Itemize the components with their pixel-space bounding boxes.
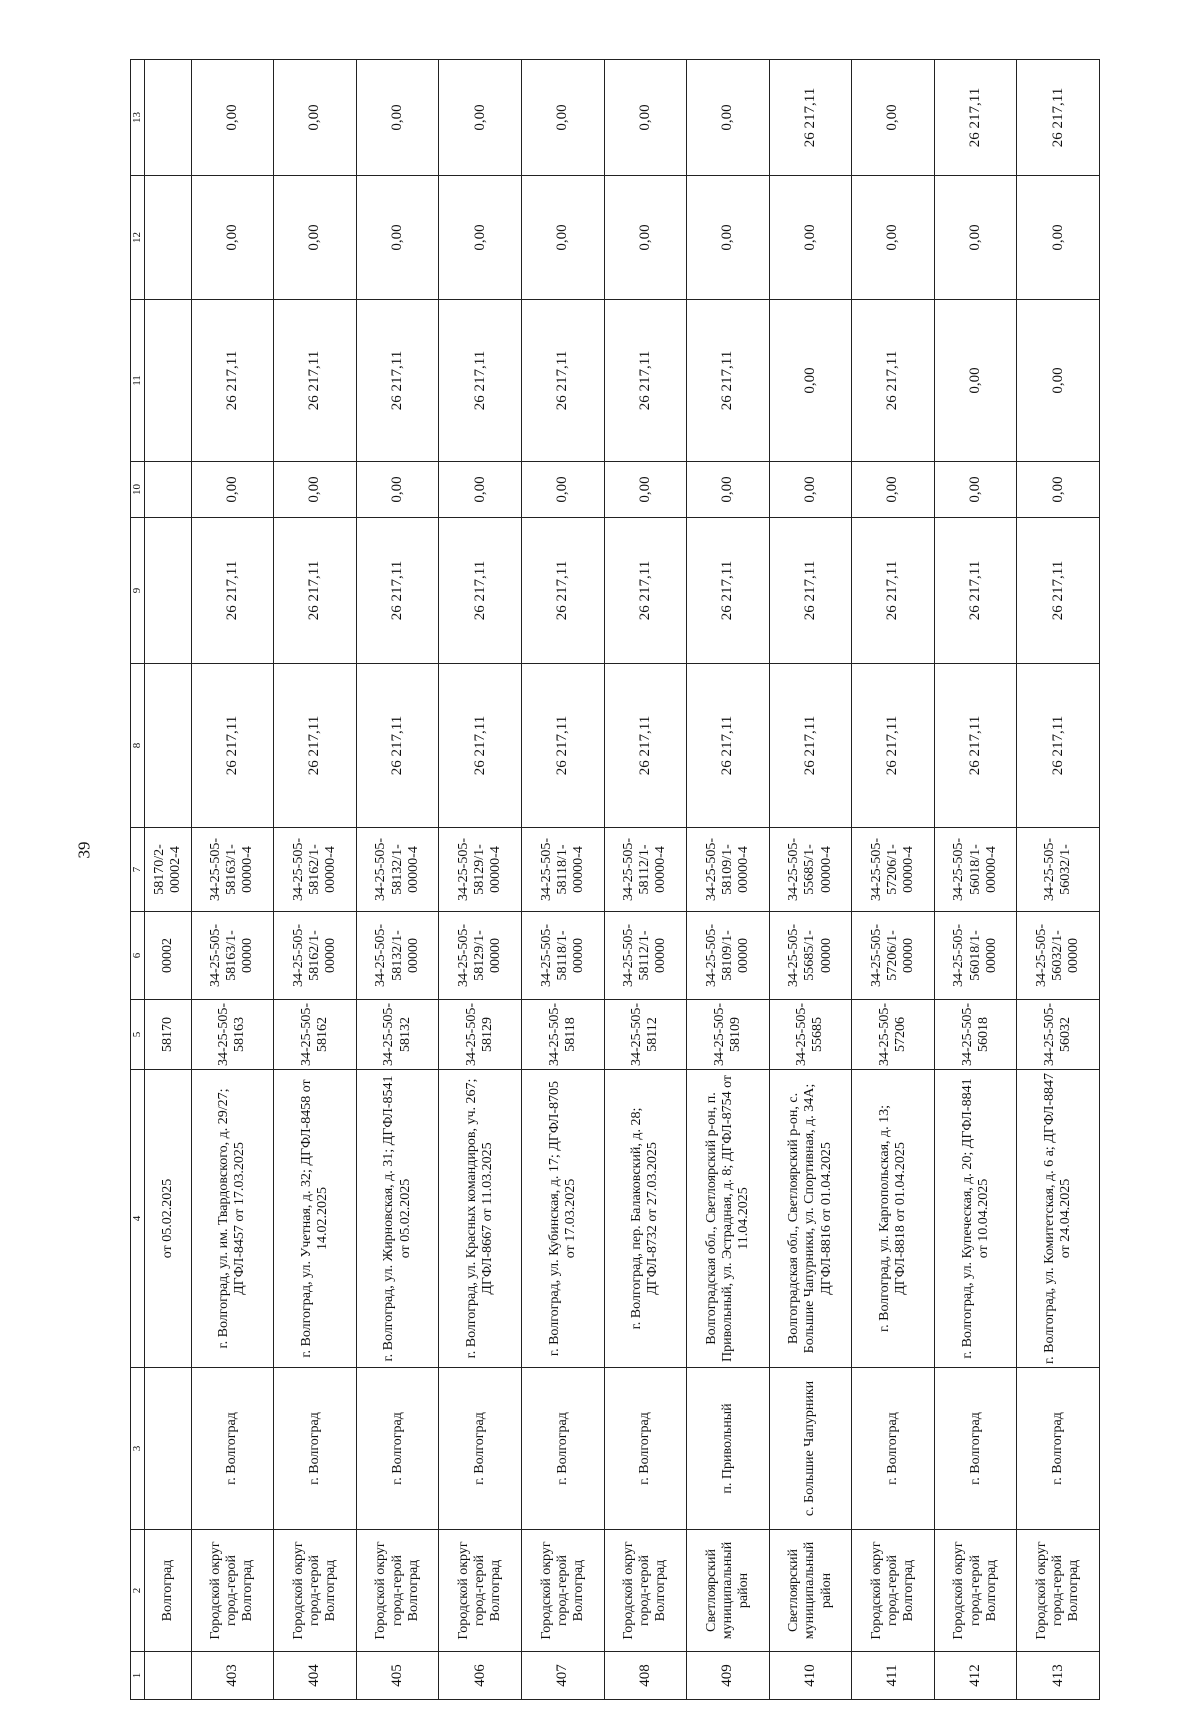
cell-c11: 26 217,11	[687, 300, 770, 462]
cell-no: 413	[1017, 1652, 1100, 1700]
cell-c6: 34-25-505-58129/1-00000	[439, 912, 522, 1000]
cell-c9: 26 217,11	[521, 518, 604, 664]
column-number: 5	[131, 1000, 145, 1070]
cell-c6: 34-25-505-58118/1-00000	[521, 912, 604, 1000]
cell-address: г. Волгоград, пер. Балаковский, д. 28; ДГФЛ-8732 от 27.03.2025	[604, 1070, 687, 1368]
cell-address: от 05.02.2025	[144, 1070, 191, 1368]
cell-c9: 26 217,11	[439, 518, 522, 664]
column-number: 11	[131, 300, 145, 462]
cell-municipality: Городской округ город-герой Волгоград	[356, 1530, 439, 1652]
cell-c11	[144, 300, 191, 462]
cell-c8: 26 217,11	[687, 664, 770, 828]
cell-c5: 34-25-505-58163	[191, 1000, 274, 1070]
cell-c5: 34-25-505-58162	[274, 1000, 357, 1070]
cell-c6: 00002	[144, 912, 191, 1000]
cell-c12: 0,00	[687, 176, 770, 300]
cell-c7: 34-25-505-58132/1-00000-4	[356, 828, 439, 912]
table-row	[769, 60, 852, 1700]
cell-municipality: Городской округ город-герой Волгоград	[604, 1530, 687, 1652]
cell-c9: 26 217,11	[356, 518, 439, 664]
cell-settlement	[144, 1368, 191, 1530]
cell-c7: 34-25-505-58129/1-00000-4	[439, 828, 522, 912]
column-number-row	[131, 60, 145, 1700]
cell-settlement: г. Волгоград	[1017, 1368, 1100, 1530]
column-number: 10	[131, 462, 145, 518]
cell-c9	[144, 518, 191, 664]
cell-municipality: Светлоярский муниципальный район	[769, 1530, 852, 1652]
cell-c10: 0,00	[191, 462, 274, 518]
cell-c12: 0,00	[439, 176, 522, 300]
cell-c5: 34-25-505-58132	[356, 1000, 439, 1070]
cell-c10: 0,00	[1017, 462, 1100, 518]
document-table	[130, 59, 1100, 1700]
cell-no: 410	[769, 1652, 852, 1700]
cell-c10: 0,00	[852, 462, 935, 518]
cell-c13: 0,00	[852, 60, 935, 176]
cell-c13: 0,00	[521, 60, 604, 176]
cell-address: Волгоградская обл., Светлоярский р-он, с. Большие Чапурники, ул. Спортивная, д. 34А; ДГФЛ-8816 от 01.04.2025	[769, 1070, 852, 1368]
table-row	[852, 60, 935, 1700]
cell-settlement: с. Большие Чапурники	[769, 1368, 852, 1530]
cell-municipality: Городской округ город-герой Волгоград	[274, 1530, 357, 1652]
cell-c12: 0,00	[852, 176, 935, 300]
cell-no: 403	[191, 1652, 274, 1700]
cell-c12: 0,00	[191, 176, 274, 300]
table-row	[356, 60, 439, 1700]
cell-c9: 26 217,11	[852, 518, 935, 664]
cell-c11: 26 217,11	[191, 300, 274, 462]
cell-c8: 26 217,11	[356, 664, 439, 828]
cell-municipality: Городской округ город-герой Волгоград	[934, 1530, 1017, 1652]
cell-settlement: г. Волгоград	[521, 1368, 604, 1530]
cell-no: 412	[934, 1652, 1017, 1700]
cell-c6: 34-25-505-58162/1-00000	[274, 912, 357, 1000]
cell-c12: 0,00	[1017, 176, 1100, 300]
cell-c5: 34-25-505-58129	[439, 1000, 522, 1070]
column-number: 9	[131, 518, 145, 664]
cell-c7: 34-25-505-58162/1-00000-4	[274, 828, 357, 912]
cell-settlement: г. Волгоград	[934, 1368, 1017, 1530]
cell-no: 406	[439, 1652, 522, 1700]
cell-municipality: Городской округ город-герой Волгоград	[1017, 1530, 1100, 1652]
column-number: 3	[131, 1368, 145, 1530]
cell-c7: 34-25-505-58112/1-00000-4	[604, 828, 687, 912]
cell-c8: 26 217,11	[604, 664, 687, 828]
cell-address: г. Волгоград, ул. Красных командиров, уч. 267; ДГФЛ-8667 от 11.03.2025	[439, 1070, 522, 1368]
cell-c5: 34-25-505-57206	[852, 1000, 935, 1070]
cell-c7: 58170/2-00002-4	[144, 828, 191, 912]
column-number: 4	[131, 1070, 145, 1368]
cell-c6: 34-25-505-57206/1-00000	[852, 912, 935, 1000]
cell-c13	[144, 60, 191, 176]
cell-c10: 0,00	[687, 462, 770, 518]
cell-c8	[144, 664, 191, 828]
table-body	[131, 60, 1100, 1700]
cell-c11: 0,00	[1017, 300, 1100, 462]
cell-c6: 34-25-505-55685/1-00000	[769, 912, 852, 1000]
cell-c5: 34-25-505-56032	[1017, 1000, 1100, 1070]
cell-municipality: Волгоград	[144, 1530, 191, 1652]
column-number: 1	[131, 1652, 145, 1700]
cell-address: г. Волгоград, ул. Купеческая, д. 20; ДГФЛ-8841 от 10.04.2025	[934, 1070, 1017, 1368]
cell-c6: 34-25-505-58163/1-00000	[191, 912, 274, 1000]
table-row	[604, 60, 687, 1700]
table-row	[521, 60, 604, 1700]
cell-c6: 34-25-505-58132/1-00000	[356, 912, 439, 1000]
cell-settlement: г. Волгоград	[191, 1368, 274, 1530]
cell-c13: 26 217,11	[769, 60, 852, 176]
cell-c10: 0,00	[274, 462, 357, 518]
column-number: 12	[131, 176, 145, 300]
cell-c10: 0,00	[439, 462, 522, 518]
cell-c7: 34-25-505-56018/1-00000-4	[934, 828, 1017, 912]
cell-c8: 26 217,11	[521, 664, 604, 828]
cell-c11: 0,00	[769, 300, 852, 462]
cell-c9: 26 217,11	[934, 518, 1017, 664]
continuation-row	[144, 60, 191, 1700]
cell-no: 404	[274, 1652, 357, 1700]
cell-c6: 34-25-505-58112/1-00000	[604, 912, 687, 1000]
cell-c7: 34-25-505-57206/1-00000-4	[852, 828, 935, 912]
table-row	[687, 60, 770, 1700]
cell-c12: 0,00	[934, 176, 1017, 300]
table-row	[191, 60, 274, 1700]
cell-c6: 34-25-505-56018/1-00000	[934, 912, 1017, 1000]
cell-c13: 0,00	[274, 60, 357, 176]
cell-municipality: Городской округ город-герой Волгоград	[439, 1530, 522, 1652]
cell-c8: 26 217,11	[439, 664, 522, 828]
cell-municipality: Городской округ город-герой Волгоград	[191, 1530, 274, 1652]
cell-c7: 34-25-505-56032/1-	[1017, 828, 1100, 912]
cell-address: г. Волгоград, ул. Комитетская, д. 6 а; ДГФЛ-8847 от 24.04.2025	[1017, 1070, 1100, 1368]
cell-c9: 26 217,11	[604, 518, 687, 664]
cell-c12: 0,00	[521, 176, 604, 300]
cell-c9: 26 217,11	[274, 518, 357, 664]
table-row	[439, 60, 522, 1700]
cell-c8: 26 217,11	[769, 664, 852, 828]
cell-address: г. Волгоград, ул. им. Твардовского, д. 29/27; ДГФЛ-8457 от 17.03.2025	[191, 1070, 274, 1368]
cell-address: г. Волгоград, ул. Кубинская, д. 17; ДГФЛ-8705 от 17.03.2025	[521, 1070, 604, 1368]
column-number: 8	[131, 664, 145, 828]
cell-municipality: Городской округ город-герой Волгоград	[852, 1530, 935, 1652]
cell-c8: 26 217,11	[274, 664, 357, 828]
cell-c10	[144, 462, 191, 518]
cell-c12	[144, 176, 191, 300]
table-row	[934, 60, 1017, 1700]
cell-c10: 0,00	[934, 462, 1017, 518]
cell-c13: 26 217,11	[934, 60, 1017, 176]
cell-c13: 0,00	[687, 60, 770, 176]
cell-c12: 0,00	[274, 176, 357, 300]
cell-c9: 26 217,11	[191, 518, 274, 664]
cell-settlement: г. Волгоград	[439, 1368, 522, 1530]
cell-c11: 26 217,11	[356, 300, 439, 462]
cell-c10: 0,00	[604, 462, 687, 518]
cell-address: г. Волгоград, ул. Жирновская, д. 31; ДГФЛ-8541 от 05.02.2025	[356, 1070, 439, 1368]
cell-c12: 0,00	[356, 176, 439, 300]
cell-c13: 0,00	[356, 60, 439, 176]
cell-c5: 34-25-505-55685	[769, 1000, 852, 1070]
cell-c5: 34-25-505-56018	[934, 1000, 1017, 1070]
cell-c9: 26 217,11	[769, 518, 852, 664]
cell-municipality: Городской округ город-герой Волгоград	[521, 1530, 604, 1652]
cell-c13: 0,00	[604, 60, 687, 176]
cell-c7: 34-25-505-55685/1-00000-4	[769, 828, 852, 912]
cell-c13: 0,00	[191, 60, 274, 176]
cell-c5: 34-25-505-58112	[604, 1000, 687, 1070]
cell-c10: 0,00	[769, 462, 852, 518]
column-number: 2	[131, 1530, 145, 1652]
cell-no: 411	[852, 1652, 935, 1700]
cell-c11: 26 217,11	[274, 300, 357, 462]
cell-c8: 26 217,11	[1017, 664, 1100, 828]
cell-c8: 26 217,11	[191, 664, 274, 828]
cell-c7: 34-25-505-58109/1-00000-4	[687, 828, 770, 912]
cell-c7: 34-25-505-58118/1-00000-4	[521, 828, 604, 912]
cell-settlement: г. Волгоград	[356, 1368, 439, 1530]
cell-address: г. Волгоград, ул. Каргопольская, д. 13; ДГФЛ-8818 от 01.04.2025	[852, 1070, 935, 1368]
cell-c13: 0,00	[439, 60, 522, 176]
cell-c5: 58170	[144, 1000, 191, 1070]
cell-c7: 34-25-505-58163/1-00000-4	[191, 828, 274, 912]
cell-c6: 34-25-505-58109/1-00000	[687, 912, 770, 1000]
cell-address: г. Волгоград, ул. Учетная, д. 32; ДГФЛ-8458 от 14.02.2025	[274, 1070, 357, 1368]
column-number: 7	[131, 828, 145, 912]
table-row	[1017, 60, 1100, 1700]
cell-c10: 0,00	[356, 462, 439, 518]
cell-settlement: г. Волгоград	[852, 1368, 935, 1530]
cell-no	[144, 1652, 191, 1700]
cell-c8: 26 217,11	[934, 664, 1017, 828]
cell-c11: 26 217,11	[604, 300, 687, 462]
cell-c5: 34-25-505-58118	[521, 1000, 604, 1070]
cell-no: 408	[604, 1652, 687, 1700]
cell-municipality: Светлоярский муниципальный район	[687, 1530, 770, 1652]
column-number: 13	[131, 60, 145, 176]
cell-c11: 26 217,11	[521, 300, 604, 462]
document-table-rotated	[130, 60, 1100, 1700]
cell-settlement: п. Привольный	[687, 1368, 770, 1530]
cell-no: 407	[521, 1652, 604, 1700]
column-number: 6	[131, 912, 145, 1000]
cell-c13: 26 217,11	[1017, 60, 1100, 176]
cell-c8: 26 217,11	[852, 664, 935, 828]
cell-settlement: г. Волгоград	[274, 1368, 357, 1530]
cell-address: Волгоградская обл., Светлоярский р-он, п. Привольный, ул. Эстрадная, д. 8; ДГФЛ-8754 от 11.04.2025	[687, 1070, 770, 1368]
cell-c9: 26 217,11	[687, 518, 770, 664]
cell-c11: 26 217,11	[852, 300, 935, 462]
cell-no: 405	[356, 1652, 439, 1700]
cell-c12: 0,00	[604, 176, 687, 300]
cell-c6: 34-25-505-56032/1-00000	[1017, 912, 1100, 1000]
table-row	[274, 60, 357, 1700]
page-number: 39	[74, 841, 94, 859]
cell-c11: 26 217,11	[439, 300, 522, 462]
cell-c12: 0,00	[769, 176, 852, 300]
cell-c11: 0,00	[934, 300, 1017, 462]
cell-no: 409	[687, 1652, 770, 1700]
cell-c10: 0,00	[521, 462, 604, 518]
cell-settlement: г. Волгоград	[604, 1368, 687, 1530]
cell-c5: 34-25-505-58109	[687, 1000, 770, 1070]
cell-c9: 26 217,11	[1017, 518, 1100, 664]
